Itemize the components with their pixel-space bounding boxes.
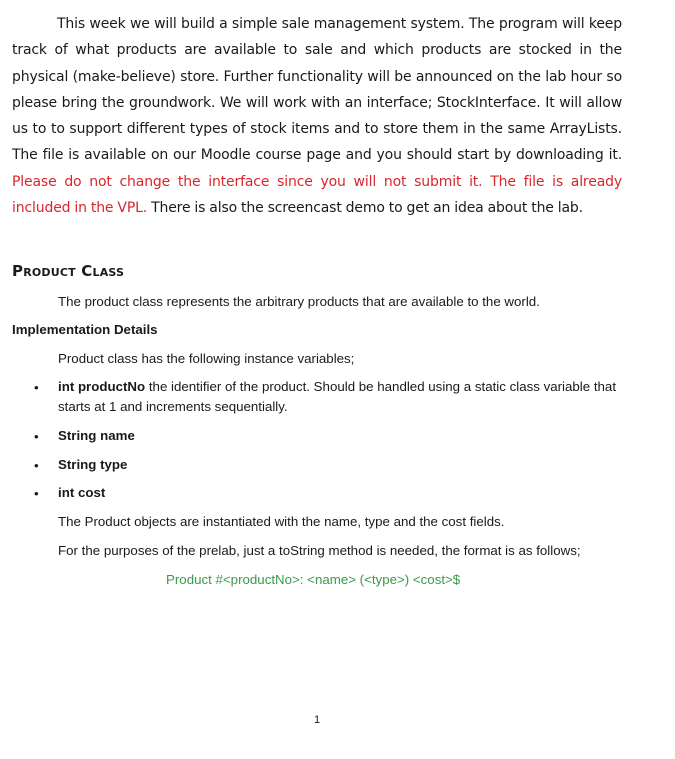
intro-text: This week we will build a simple sale management system. The program will keep track of what products are available to sale and which products are stocked in the physical (make-believe) store. Further functionality will be announced on the lab hour so please bring the groundwork. We will work with an interface; StockInterface. It will allow us to to support different types of stock items and to store them in the same ArrayLists. The file is available on our Moodle course page and you should start by downloading it. <box>12 16 622 164</box>
bullet-icon: • <box>34 380 39 395</box>
bullet-icon: • <box>34 458 39 473</box>
variable-name: int cost <box>58 485 106 500</box>
variable-name: String name <box>58 428 135 443</box>
variable-name: String type <box>58 457 128 472</box>
page-number: 1 <box>314 714 321 726</box>
variable-description: the identifier of the product. Should be handled using a static class variable that starts at 1 and increments sequentially. <box>58 379 617 414</box>
bullet-icon: • <box>34 486 39 501</box>
instantiation-note: The Product objects are instantiated with the name, type and the cost fields. <box>58 514 505 529</box>
list-item <box>58 426 628 446</box>
bullet-icon: • <box>34 429 39 444</box>
list-item <box>58 377 624 417</box>
variables-intro: Product class has the following instance variables; <box>58 351 355 366</box>
implementation-details-heading: Implementation Details <box>12 322 158 337</box>
section-title: Product Class <box>12 262 125 280</box>
tostring-format: Product #<productNo>: <name> (<type>) <cost>$ <box>166 572 461 587</box>
list-item <box>58 455 628 475</box>
section-description: The product class represents the arbitrary products that are available to the world. <box>58 294 540 309</box>
variable-name: int productNo <box>58 379 146 394</box>
intro-closing-text: There is also the screencast demo to get an idea about the lab. <box>147 200 583 217</box>
intro-paragraph <box>12 11 622 221</box>
prelab-note: For the purposes of the prelab, just a toString method is needed, the format is as follows; <box>58 543 581 558</box>
intro-warning-text: Please do not change the interface since you will not submit it. The file is already included in the VPL. <box>12 173 622 217</box>
list-item <box>58 483 628 503</box>
